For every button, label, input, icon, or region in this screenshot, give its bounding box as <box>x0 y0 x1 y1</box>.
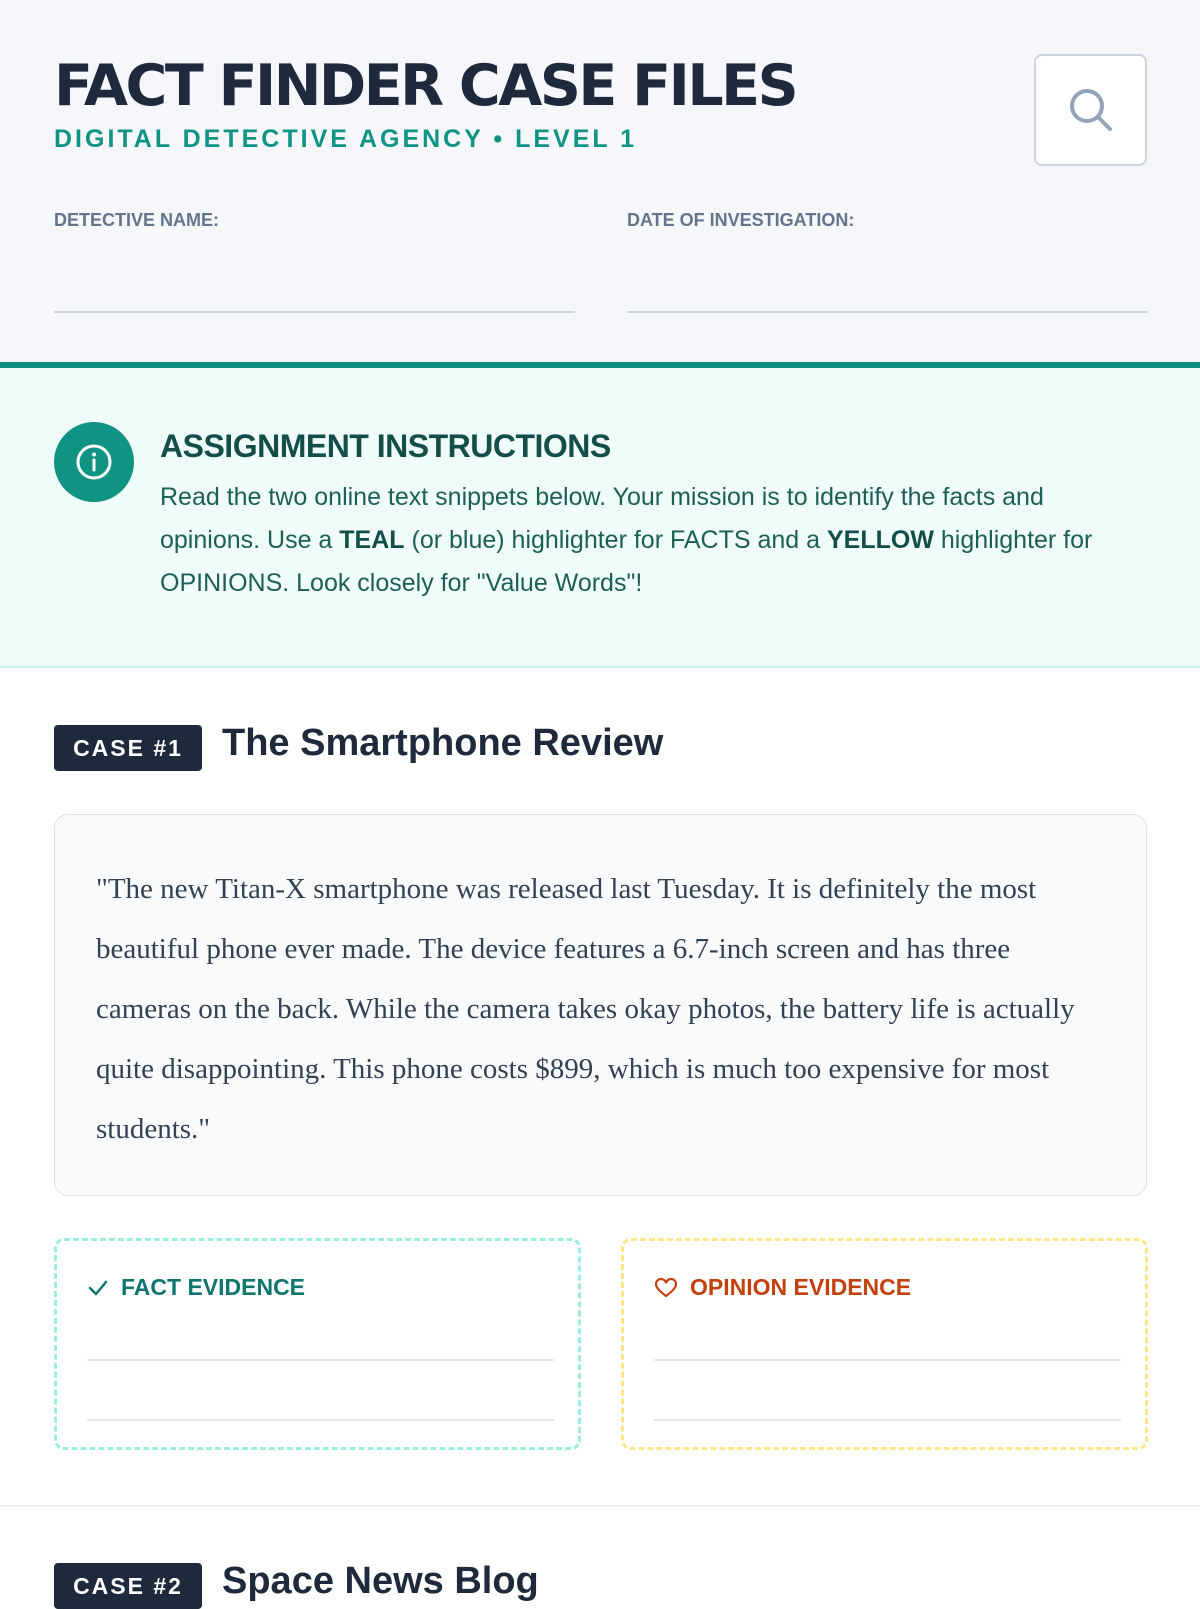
fact-answer-line-2[interactable] <box>87 1419 554 1421</box>
fact-evidence-header <box>87 1274 305 1301</box>
instructions-text: Read the two online text snippets below. Your mission is to identify the facts and opinions. Use a TEAL (or blue) highlighter for FACTS and a YELLOW highlighter for OPINIONS. Look closely for "Value Words"! <box>160 483 1093 597</box>
search-icon <box>1066 85 1116 135</box>
heart-icon <box>654 1277 678 1299</box>
fact-evidence-box[interactable] <box>54 1238 581 1450</box>
fact-answer-line-1[interactable] <box>87 1359 554 1361</box>
teal-keyword: TEAL <box>339 526 405 554</box>
case-2-title: Space News Blog <box>222 1560 539 1602</box>
opinion-answer-line-1[interactable] <box>654 1359 1121 1361</box>
worksheet-header <box>0 0 1200 368</box>
case-2-badge: CASE #2 <box>54 1563 202 1609</box>
info-icon <box>74 442 114 482</box>
info-badge <box>54 422 134 502</box>
case-1-snippet: "The new Titan-X smartphone was released last Tuesday. It is definitely the most beautiful phone ever made. The device features a 6.7-inch screen and has three cameras on the back. While the camera takes okay photos, the battery life is actually quite disappointing. This phone costs $899, which is much too expensive for most students." <box>54 814 1147 1196</box>
date-label: DATE OF INVESTIGATION: <box>627 210 855 230</box>
opinion-evidence-box[interactable] <box>621 1238 1148 1450</box>
instructions-panel <box>0 368 1200 668</box>
yellow-keyword: YELLOW <box>827 526 934 554</box>
detective-name-label: DETECTIVE NAME: <box>54 210 220 230</box>
check-icon <box>87 1277 109 1299</box>
instructions-title: ASSIGNMENT INSTRUCTIONS <box>160 428 611 464</box>
page-subtitle: DIGITAL DETECTIVE AGENCY • LEVEL 1 <box>54 125 638 153</box>
opinion-evidence-header <box>654 1274 911 1301</box>
search-button[interactable] <box>1034 54 1147 166</box>
case-1-badge: CASE #1 <box>54 725 202 771</box>
detective-name-field[interactable] <box>54 311 575 313</box>
opinion-evidence-label: OPINION EVIDENCE <box>690 1274 912 1300</box>
case-1-title: The Smartphone Review <box>222 722 664 764</box>
fact-evidence-label: FACT EVIDENCE <box>121 1274 306 1300</box>
opinion-answer-line-2[interactable] <box>654 1419 1121 1421</box>
page-title: FACT FINDER CASE FILES <box>54 53 797 119</box>
section-divider <box>0 1505 1200 1507</box>
date-field[interactable] <box>627 311 1148 313</box>
